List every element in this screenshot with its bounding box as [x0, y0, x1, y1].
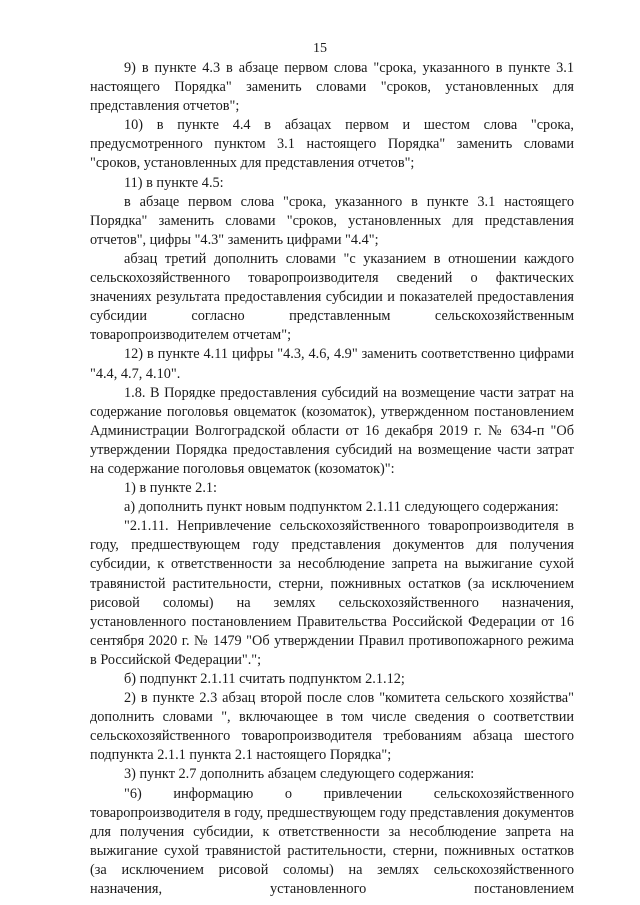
page-number: 15 — [313, 41, 327, 56]
paragraph-subpoint-b: б) подпункт 2.1.11 считать подпунктом 2.1.12; — [124, 671, 405, 687]
paragraph-item-10: 10) в пункте 4.4 в абзацах первом и шестом слова "срока, предусмотренного пунктом 3.1 настоящего Порядка" заменить словами "сроков, установленных для представления отчетов"; — [90, 117, 574, 172]
paragraph-section-1-8: 1.8. В Порядке предоставления субсидий на возмещение части затрат на содержание поголовья овцематок (козоматок), утвержденном постановлением Администрации Волгоградской области от 16 декабря 2019 г. № 634-п "Об утверждении Порядка предоставления субсидий на возмещение части затрат на содержание поголовья овцематок (козоматок)": — [90, 384, 574, 477]
paragraph-quote-2-1-11: "2.1.11. Непривлечение сельскохозяйственного товаропроизводителя в году, предшествующем году представления документов для получения субсидии, к ответственности за несоблюдение запрета на выжигание сухой травянистой растительности, стерни, пожнивных остатков (за исключением рисовой соломы) на землях сельскохозяйственного назначения, установленного постановлением Правительства Российской Федерации от 16 сентября 2020 г. № 1479 "Об утверждении Правил противопожарного режима в Российской Федерации"."; — [90, 518, 574, 668]
paragraph-quote-6: "6) информацию о привлечении сельскохозяйственного товаропроизводителя в году, предшествующем году представления документов для получения субсидии, к ответственности за несоблюдение запрета на выжигание сухой травянистой растительности, стерни, пожнивных остатков (за исключением рисовой соломы) на землях сельскохозяйственного назначения, установленного постановлением — [90, 785, 574, 898]
paragraph-point-2-1: 1) в пункте 2.1: — [124, 480, 218, 497]
paragraph-point-2-7: 3) пункт 2.7 дополнить абзацем следующего содержания: — [124, 766, 475, 783]
document-body — [90, 59, 574, 899]
paragraph-item-11-first: в абзаце первом слова "срока, указанного в пункте 3.1 настоящего Порядка" заменить словами "сроков, установленных для представления отчетов", цифры "4.3" заменить цифрами "4.4"; — [90, 193, 574, 248]
paragraph-item-11-third: абзац третий дополнить словами "с указанием в отношении каждого сельскохозяйственного товаропроизводителя сведений о фактических значениях результата предоставления субсидии и показателей предоставления субсидии согласно представленным сельскохозяйственным товаропроизводителем отчетам"; — [90, 250, 574, 344]
paragraph-point-2-3: 2) в пункте 2.3 абзац второй после слов "комитета сельского хозяйства" дополнить словами ", включающее в том числе сведения о соответствии сельскохозяйственного товаропроизводителя требованиям абзаца шестого подпункта 2.1.1 пункта 2.1 настоящего Порядка"; — [90, 690, 574, 764]
paragraph-item-11: 11) в пункте 4.5: — [124, 174, 224, 191]
paragraph-subpoint-a: а) дополнить пункт новым подпунктом 2.1.11 следующего содержания: — [124, 499, 559, 516]
paragraph-item-12: 12) в пункте 4.11 цифры "4.3, 4.6, 4.9" заменить соответственно цифрами "4.4, 4.7, 4.10". — [90, 346, 574, 382]
paragraph-item-9: 9) в пункте 4.3 в абзаце первом слова "срока, указанного в пункте 3.1 настоящего Порядка" заменить словами "сроков, установленных для представления отчетов"; — [90, 60, 574, 115]
